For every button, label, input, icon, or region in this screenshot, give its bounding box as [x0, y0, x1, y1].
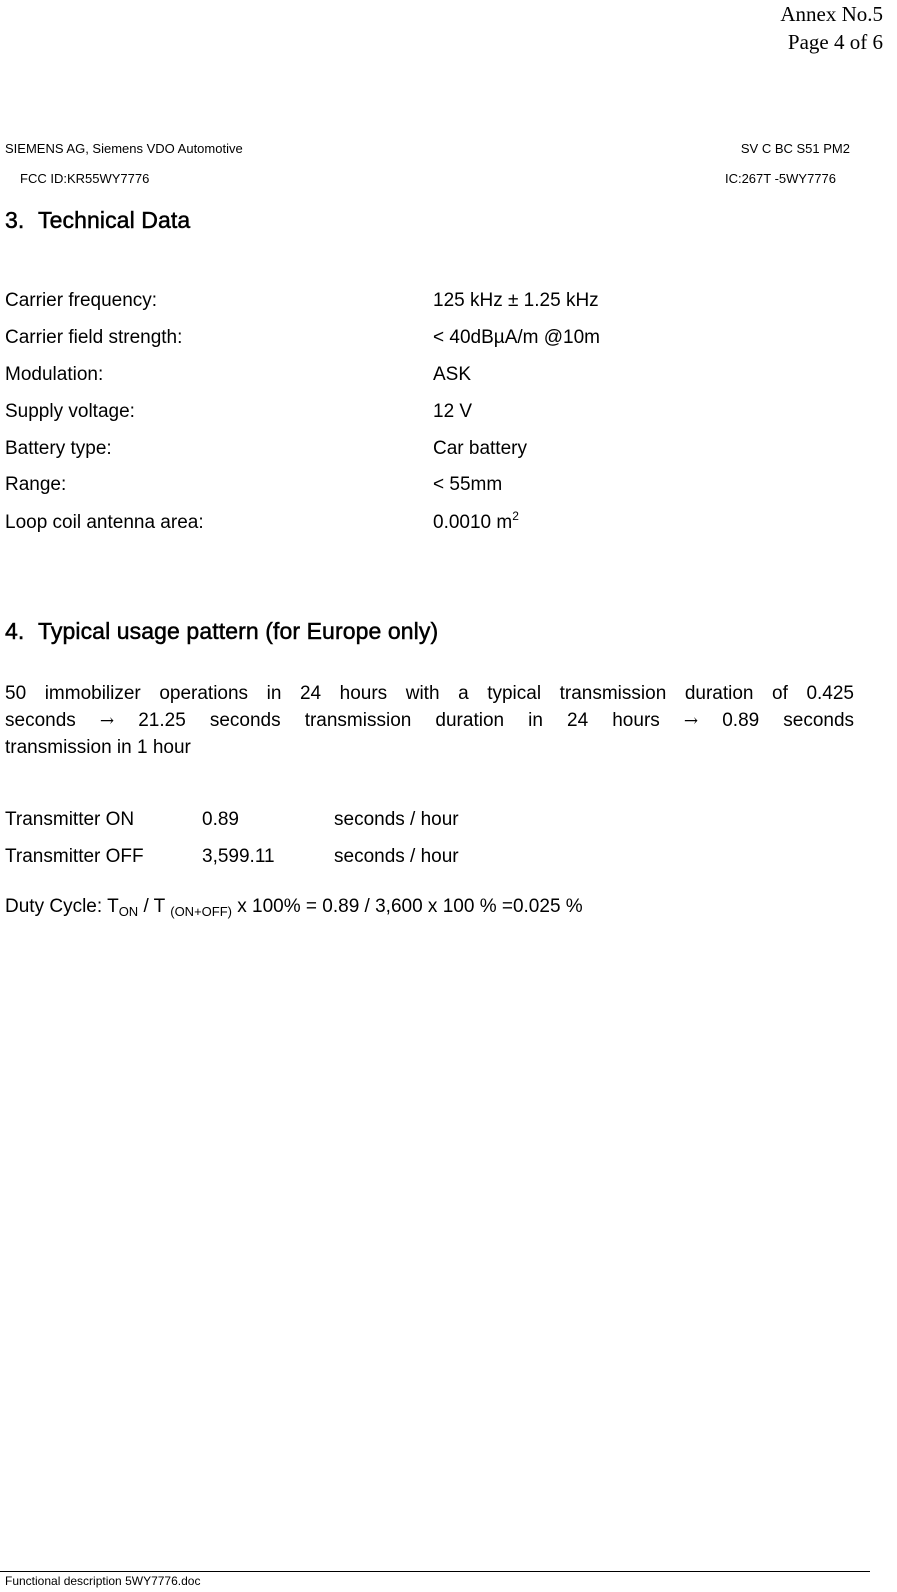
spec-value — [433, 510, 519, 536]
spec-value: < 40dBµA/m @10m — [433, 327, 601, 348]
spec-value: 12 V — [433, 401, 473, 422]
header-ic-id: IC:267T -5WY7776 — [724, 171, 836, 186]
duty-cycle-formula — [5, 894, 583, 925]
header-department: SV C BC S51 PM2 — [740, 141, 850, 156]
spec-row-battery-type — [5, 436, 855, 462]
usage-text-hourly: 0.89 seconds — [722, 710, 855, 731]
spec-label: Modulation: — [5, 364, 104, 385]
duty-result: x 100% = 0.89 / 3,600 x 100 % =0.025 % — [231, 896, 583, 917]
duty-subscript-on-off: (ON+OFF) — [170, 904, 232, 919]
right-arrow-icon: → — [683, 711, 699, 731]
right-arrow-icon: → — [99, 711, 115, 731]
spec-row-supply-voltage — [5, 399, 855, 425]
footer-divider — [0, 1571, 870, 1572]
spec-label: Loop coil antenna area: — [5, 512, 204, 533]
usage-paragraph — [5, 680, 854, 761]
duty-subscript-on: ON — [118, 904, 139, 919]
spec-value: Car battery — [433, 438, 527, 459]
spec-label: Battery type: — [5, 438, 112, 459]
spec-value-text: 0.0010 m — [433, 512, 513, 533]
footer-filename: Functional description 5WY7776.doc — [5, 1574, 201, 1588]
usage-line-2 — [5, 707, 854, 734]
section-3-heading — [5, 207, 190, 234]
spec-label: Carrier field strength: — [5, 327, 183, 348]
spec-value-exponent: 2 — [512, 509, 519, 523]
transmitter-label: Transmitter OFF — [5, 846, 144, 867]
spec-label: Range: — [5, 474, 67, 495]
transmitter-unit: seconds / hour — [334, 809, 459, 830]
spec-label: Carrier frequency: — [5, 290, 158, 311]
spec-row-loop-coil-antenna-area — [5, 510, 855, 536]
spec-row-modulation — [5, 362, 855, 388]
transmitter-on-row — [5, 807, 805, 833]
spec-label: Supply voltage: — [5, 401, 135, 422]
annex-number: Annex No.5 — [780, 2, 883, 26]
section-3-number: 3. — [5, 207, 25, 233]
transmitter-off-row — [5, 844, 805, 870]
page-number: Page 4 of 6 — [787, 30, 883, 54]
transmitter-value: 3,599.11 — [202, 846, 275, 867]
duty-middle: / T — [138, 896, 171, 917]
usage-text-seconds: seconds — [5, 710, 76, 731]
section-4-number: 4. — [5, 618, 25, 644]
section-3-title: Technical Data — [38, 207, 191, 233]
spec-row-carrier-field-strength — [5, 325, 855, 351]
usage-line-3: transmission in 1 hour — [5, 737, 191, 758]
transmitter-label: Transmitter ON — [5, 809, 135, 830]
transmitter-unit: seconds / hour — [334, 846, 459, 867]
spec-row-carrier-frequency — [5, 288, 855, 314]
spec-value: < 55mm — [433, 474, 503, 495]
annex-label — [780, 0, 883, 56]
spec-row-range — [5, 472, 855, 498]
usage-text-transmission-duration: 21.25 seconds transmission duration in 24 hours — [138, 710, 660, 731]
duty-prefix: Duty Cycle: T — [5, 896, 119, 917]
usage-line-1: 50 immobilizer operations in 24 hours with a typical transmission duration of 0.425 — [5, 683, 854, 704]
spec-value: ASK — [433, 364, 472, 385]
section-4-title: Typical usage pattern (for Europe only) — [38, 618, 439, 644]
header-fcc-id: FCC ID:KR55WY7776 — [20, 171, 150, 186]
transmitter-value: 0.89 — [202, 809, 239, 830]
section-4-heading — [5, 618, 438, 645]
header-company: SIEMENS AG, Siemens VDO Automotive — [5, 141, 243, 156]
spec-value: 125 kHz ± 1.25 kHz — [433, 290, 599, 311]
